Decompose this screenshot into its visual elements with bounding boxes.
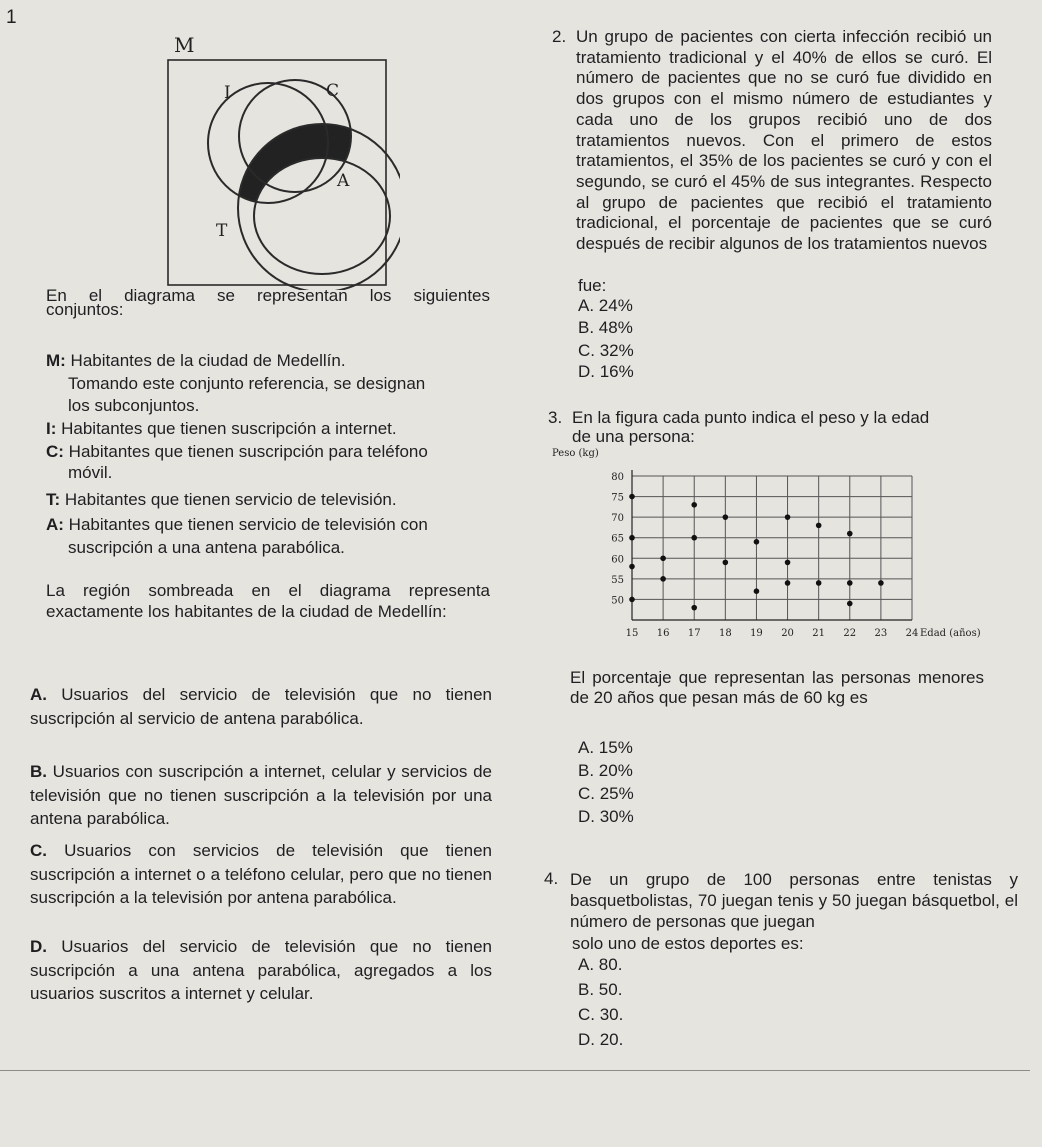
- y-tick-label: 65: [611, 533, 624, 545]
- q1-question: La región sombreada en el diagrama representa exactamente los habitantes de la ciudad de Medellín:: [46, 581, 490, 621]
- q1-def-a-cont: suscripción a una antena parabólica.: [68, 538, 345, 557]
- data-point: [847, 601, 853, 607]
- y-tick-label: 55: [611, 574, 624, 586]
- data-point: [629, 535, 635, 541]
- data-point: [816, 523, 822, 529]
- data-point: [660, 576, 666, 582]
- q1-intro-line2: conjuntos:: [46, 300, 124, 319]
- data-point: [754, 588, 760, 594]
- q1-intro-line1: En el diagrama se representan los siguientes: [46, 286, 490, 305]
- q1-def-a: A: Habitantes que tienen servicio de televisión con: [46, 515, 428, 534]
- scatter-chart: [540, 440, 1020, 665]
- label-c: C: [326, 81, 340, 101]
- q3-text-line1: En la figura cada punto indica el peso y la edad: [572, 408, 930, 427]
- x-tick-label: 19: [750, 628, 763, 639]
- q2-text: Un grupo de pacientes con cierta infección recibió un tratamiento tradicional y el 40% de ellos se curó. El número de pacientes que no se curó fue dividido en dos grupos con el mismo número de estudiantes y cada uno de los grupos recibió uno de dos tratamientos nuevos. Con el primero de estos tratamientos, el 35% de los pacientes se curó y con el segundo, se curó el 45% de sus integrantes. Respecto al grupo de pacientes que recibió el tratamiento tradicional, el porcentaje de pacientes que se curó después de recibir algunos de los tratamientos nuevos: [576, 27, 992, 254]
- q4-option-c[interactable]: C. 30.: [578, 1005, 624, 1024]
- set-a-ellipse: [254, 158, 390, 274]
- data-point: [785, 560, 791, 566]
- x-tick-label: 17: [687, 628, 701, 639]
- x-tick-label: 22: [843, 628, 857, 639]
- q3-number: 3.: [548, 408, 563, 427]
- q1-ref-line1: Tomando este conjunto referencia, se designan: [68, 374, 426, 393]
- data-point: [691, 502, 697, 508]
- q3-text-line2: de una persona:: [572, 427, 695, 446]
- q1-def-c-cont: móvil.: [68, 463, 113, 482]
- data-point: [754, 539, 760, 545]
- q1-def-c: C: Habitantes que tienen suscripción para teléfono: [46, 442, 428, 461]
- q1-option-d[interactable]: D. Usuarios del servicio de televisión que no tienen suscripción a una antena parabólica, agregados a los usuarios suscritos a internet y celular.: [30, 937, 492, 1003]
- q4-text: De un grupo de 100 personas entre tenistas y basquetbolistas, 70 juegan tenis y 50 juegan básquetbol, el número de personas que juegan: [570, 870, 1018, 931]
- x-tick-label: 18: [718, 628, 732, 639]
- label-t: T: [216, 221, 228, 241]
- label-i: I: [224, 83, 231, 103]
- x-tick-label: 16: [656, 628, 670, 639]
- q1-option-a[interactable]: A. Usuarios del servicio de televisión que no tienen suscripción al servicio de antena parabólica.: [30, 685, 492, 728]
- x-tick-label: 20: [781, 628, 794, 639]
- q2-number: 2.: [552, 27, 567, 46]
- q2-option-c[interactable]: C. 32%: [578, 341, 634, 360]
- q4-number: 4.: [544, 869, 559, 888]
- q2-tail: fue:: [578, 276, 607, 295]
- q1-option-c[interactable]: C. Usuarios con servicios de televisión que tienen suscripción a internet o a teléfono celular, pero que no tienen suscripción a la televisión por antena parabólica.: [30, 841, 492, 907]
- q2-option-d[interactable]: D. 16%: [578, 362, 634, 381]
- data-point: [785, 514, 791, 520]
- q1-def-i: I: Habitantes que tienen suscripción a internet.: [46, 419, 397, 438]
- x-tick-label: 23: [874, 628, 888, 639]
- data-point: [691, 605, 697, 611]
- page-number: 1: [6, 7, 17, 28]
- x-tick-label: 24: [905, 628, 919, 639]
- q1-def-m: M: Habitantes de la ciudad de Medellín.: [46, 351, 346, 370]
- y-tick-label: 60: [611, 554, 624, 566]
- data-point: [847, 580, 853, 586]
- y-tick-label: 75: [611, 492, 624, 504]
- q1-ref-line2: los subconjuntos.: [68, 396, 200, 415]
- q2-option-b[interactable]: B. 48%: [578, 318, 633, 337]
- x-axis-label: Edad (años): [920, 628, 981, 639]
- q1-option-b[interactable]: B. Usuarios con suscripción a internet, celular y servicios de televisión que no tienen suscripción a la televisión por una antena parabólica.: [30, 762, 492, 828]
- y-axis-label: Peso (kg): [552, 448, 599, 459]
- q1-def-t: T: Habitantes que tienen servicio de televisión.: [46, 490, 397, 509]
- data-point: [847, 531, 853, 537]
- data-point: [816, 580, 822, 586]
- q4-tail: solo uno de estos deportes es:: [572, 934, 804, 953]
- label-a: A: [337, 171, 350, 191]
- q4-option-d[interactable]: D. 20.: [578, 1030, 624, 1049]
- data-point: [629, 494, 635, 500]
- data-point: [629, 597, 635, 603]
- q2-option-a[interactable]: A. 24%: [578, 296, 633, 315]
- y-tick-label: 50: [611, 595, 624, 607]
- data-point: [878, 580, 884, 586]
- q3-option-a[interactable]: A. 15%: [578, 738, 633, 757]
- data-point: [629, 564, 635, 570]
- q3-option-c[interactable]: C. 25%: [578, 784, 634, 803]
- data-point: [723, 560, 729, 566]
- q4-option-b[interactable]: B. 50.: [578, 980, 623, 999]
- y-tick-label: 70: [611, 513, 624, 525]
- q3-question: El porcentaje que representan las personas menores de 20 años que pesan más de 60 kg es: [570, 668, 984, 707]
- y-tick-label: 80: [611, 472, 624, 483]
- x-tick-label: 21: [812, 628, 826, 639]
- page-bottom-rule: [0, 1070, 1030, 1071]
- q3-option-d[interactable]: D. 30%: [578, 807, 634, 826]
- data-point: [785, 580, 791, 586]
- venn-diagram: [160, 28, 400, 290]
- label-m: M: [174, 33, 195, 57]
- data-point: [660, 555, 666, 561]
- x-tick-label: 15: [625, 628, 639, 639]
- q4-option-a[interactable]: A. 80.: [578, 955, 623, 974]
- data-point: [691, 535, 697, 541]
- q3-option-b[interactable]: B. 20%: [578, 761, 633, 780]
- data-point: [723, 514, 729, 520]
